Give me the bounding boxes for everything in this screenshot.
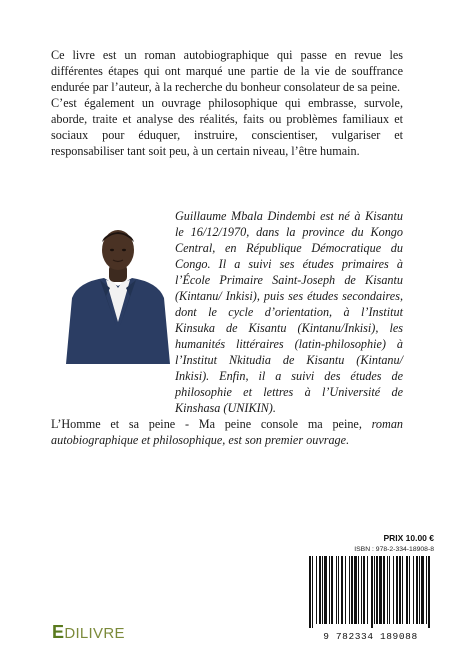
back-cover-summary [51, 47, 403, 159]
barcode-bars [307, 556, 434, 628]
barcode-bar [409, 556, 410, 624]
barcode-bar [316, 556, 317, 624]
book-title: L’Homme et sa peine - Ma peine console ma peine, [51, 417, 362, 431]
barcode-bar [312, 556, 313, 628]
barcode-bar [336, 556, 337, 624]
barcode-bar [406, 556, 408, 624]
barcode-bar [351, 556, 353, 624]
barcode-bar [329, 556, 330, 624]
barcode-bar [338, 556, 339, 624]
barcode-bar [331, 556, 333, 624]
barcode-bar [374, 556, 375, 624]
barcode-bar [341, 556, 343, 624]
barcode-bar [426, 556, 427, 624]
author-portrait-illustration [62, 226, 174, 364]
barcode-bar [383, 556, 385, 624]
author-photo [62, 226, 174, 364]
barcode-bar [419, 556, 420, 624]
barcode-bar [413, 556, 414, 624]
barcode-bar [371, 556, 373, 628]
barcode-bar [361, 556, 362, 624]
barcode-bar [379, 556, 382, 624]
barcode-bar [322, 556, 323, 624]
barcode-bar [393, 556, 394, 624]
barcode-bar [319, 556, 321, 624]
barcode-bar [349, 556, 350, 624]
publisher-logo-rest: DILIVRE [64, 625, 125, 642]
barcode-bar [389, 556, 390, 624]
barcode-bar [428, 556, 430, 628]
author-bio-text: Guillaume Mbala Dindembi est né à Kisantu le 16/12/1970, dans la province du Kongo Central, en République Démocratique du Congo. Il a suivi ses études primaires à l’École Primaire Saint-Joseph de Kisantu (Kintanu/ Inkisi), puis ses études secondaires, dont le cycle d’orientation, à l’Institut Kinsuka de Kisantu (Kintanu/Inkisi), les humanités littéraires (latin-philosophie) à l’Institut Nkitudia de Kisantu (Kintanu/ Inkisi). Enfin, il a suivi des études de philosophie et lettres à l’Université de Kinshasa (UNIKIN). [175, 209, 403, 415]
barcode-bar [367, 556, 368, 624]
publisher-logo [52, 622, 125, 643]
price-label: PRIX 10.00 € [383, 533, 434, 543]
barcode-bar [396, 556, 398, 624]
isbn-barcode [307, 556, 434, 628]
barcode-bar [363, 556, 365, 624]
summary-paragraph-2: C’est également un ouvrage philosophique qui embrasse, survole, aborde, traite et analyse des réalités, faits ou problèmes familiaux et sociaux pour éduquer, instruire, conscientiser, vulgariser et responsabiliser tant soit peu, à un certain niveau, l’être humain. [51, 96, 403, 158]
barcode-bar [376, 556, 378, 624]
book-description: roman autobiographique et philosophique, est son premier ouvrage. [51, 417, 404, 447]
barcode-bar [399, 556, 401, 624]
barcode-bar [421, 556, 424, 624]
barcode-bar [345, 556, 346, 624]
barcode-bar [416, 556, 418, 624]
publisher-logo-initial: E [52, 622, 65, 642]
author-bio-closing [51, 416, 403, 448]
isbn-label: ISBN : 978-2-334-18908-8 [354, 546, 434, 553]
summary-paragraph-1: Ce livre est un roman autobiographique qui passe en revue les différentes étapes qui ont marqué une partie de la vie de souffrance endurée par l’auteur, à la recherche du bonheur consolateur de sa peine. [51, 48, 403, 94]
barcode-bar [402, 556, 403, 624]
barcode-digits: 9 782334 189088 [323, 631, 418, 642]
barcode-bar [324, 556, 327, 624]
barcode-bar [354, 556, 357, 624]
barcode-bar [358, 556, 359, 624]
barcode-bar [309, 556, 311, 628]
barcode-bar [387, 556, 388, 624]
